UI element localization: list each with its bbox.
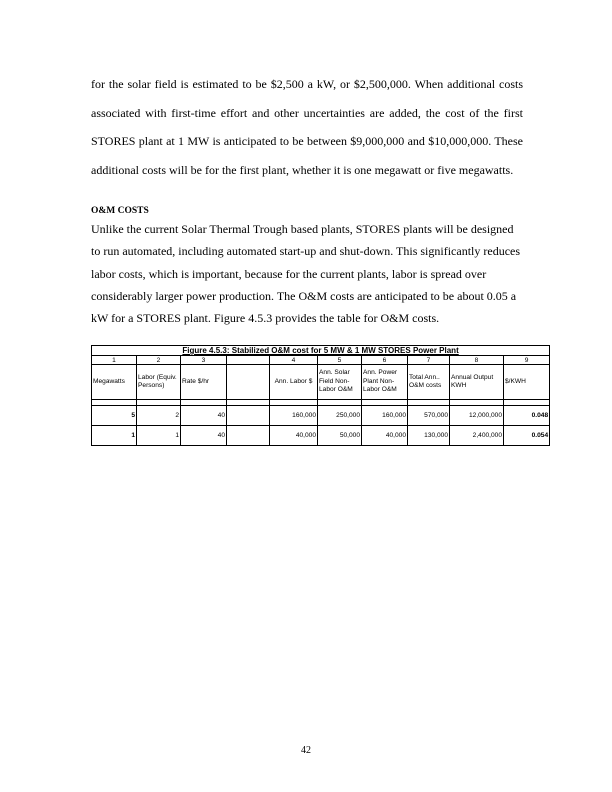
column-number: 7 [408, 356, 450, 365]
column-number: 4 [270, 356, 318, 365]
table-cell: 40,000 [270, 426, 318, 446]
table-cell: 250,000 [318, 406, 362, 426]
column-header: Labor (Equiv. Persons) [137, 365, 181, 400]
page-number: 42 [301, 745, 311, 756]
table-caption: Figure 4.5.3: Stabilized O&M cost for 5 MW & 1 MW STORES Power Plant [92, 346, 550, 356]
column-header: Ann. Labor $ [270, 365, 318, 400]
table-cell: 50,000 [318, 426, 362, 446]
body-paragraph-1: for the solar field is estimated to be $2,500 a kW, or $2,500,000. When additional costs associated with first-time effort and other uncertainties are added, the cost of the first STORES plant at 1 MW is anticipated to be between $9,000,000 and $10,000,000. These additional costs will be for the first plant, whether it is one megawatt or five megawatts. [91, 77, 523, 177]
table-cell: 0.054 [504, 426, 550, 446]
column-number: 9 [504, 356, 550, 365]
column-header [227, 365, 270, 400]
table-cell: 2 [137, 406, 181, 426]
column-header: Megawatts [92, 365, 137, 400]
om-cost-table [91, 345, 550, 446]
table-cell [227, 426, 270, 446]
table-cell: 570,000 [408, 406, 450, 426]
column-number: 1 [92, 356, 137, 365]
table-cell: 1 [92, 426, 137, 446]
table-cell: 2,400,000 [450, 426, 504, 446]
column-number: 8 [450, 356, 504, 365]
column-header: $/KWH [504, 365, 550, 400]
table-row [92, 426, 550, 446]
column-header: Rate $/hr [181, 365, 227, 400]
table-cell: 5 [92, 406, 137, 426]
table-cell [227, 406, 270, 426]
table-cell: 0.048 [504, 406, 550, 426]
column-number [227, 356, 270, 365]
column-number: 6 [362, 356, 408, 365]
column-number: 5 [318, 356, 362, 365]
table-cell: 40,000 [362, 426, 408, 446]
column-header: Ann. Power Plant Non-Labor O&M [362, 365, 408, 400]
table-cell: 12,000,000 [450, 406, 504, 426]
table-cell: 40 [181, 406, 227, 426]
body-paragraph-2: Unlike the current Solar Thermal Trough based plants, STORES plants will be designed to run automated, including automated start-up and shut-down. This significantly reduces labor costs, which is important, because for the current plants, labor is spread over considerably larger power production. The O&M costs are anticipated to be about 0.05 a kW for a STORES plant. Figure 4.5.3 provides the table for O&M costs. [91, 222, 521, 326]
table-cell: 130,000 [408, 426, 450, 446]
section-heading-om-costs: O&M COSTS [91, 206, 149, 216]
table-row [92, 406, 550, 426]
om-cost-table-figure [91, 345, 550, 446]
column-number: 3 [181, 356, 227, 365]
column-number: 2 [137, 356, 181, 365]
table-cell: 160,000 [270, 406, 318, 426]
column-header: Total Ann.. O&M costs [408, 365, 450, 400]
column-header: Ann. Solar Field Non-Labor O&M [318, 365, 362, 400]
table-cell: 160,000 [362, 406, 408, 426]
table-cell: 40 [181, 426, 227, 446]
table-cell: 1 [137, 426, 181, 446]
column-header: Annual Output KWH [450, 365, 504, 400]
